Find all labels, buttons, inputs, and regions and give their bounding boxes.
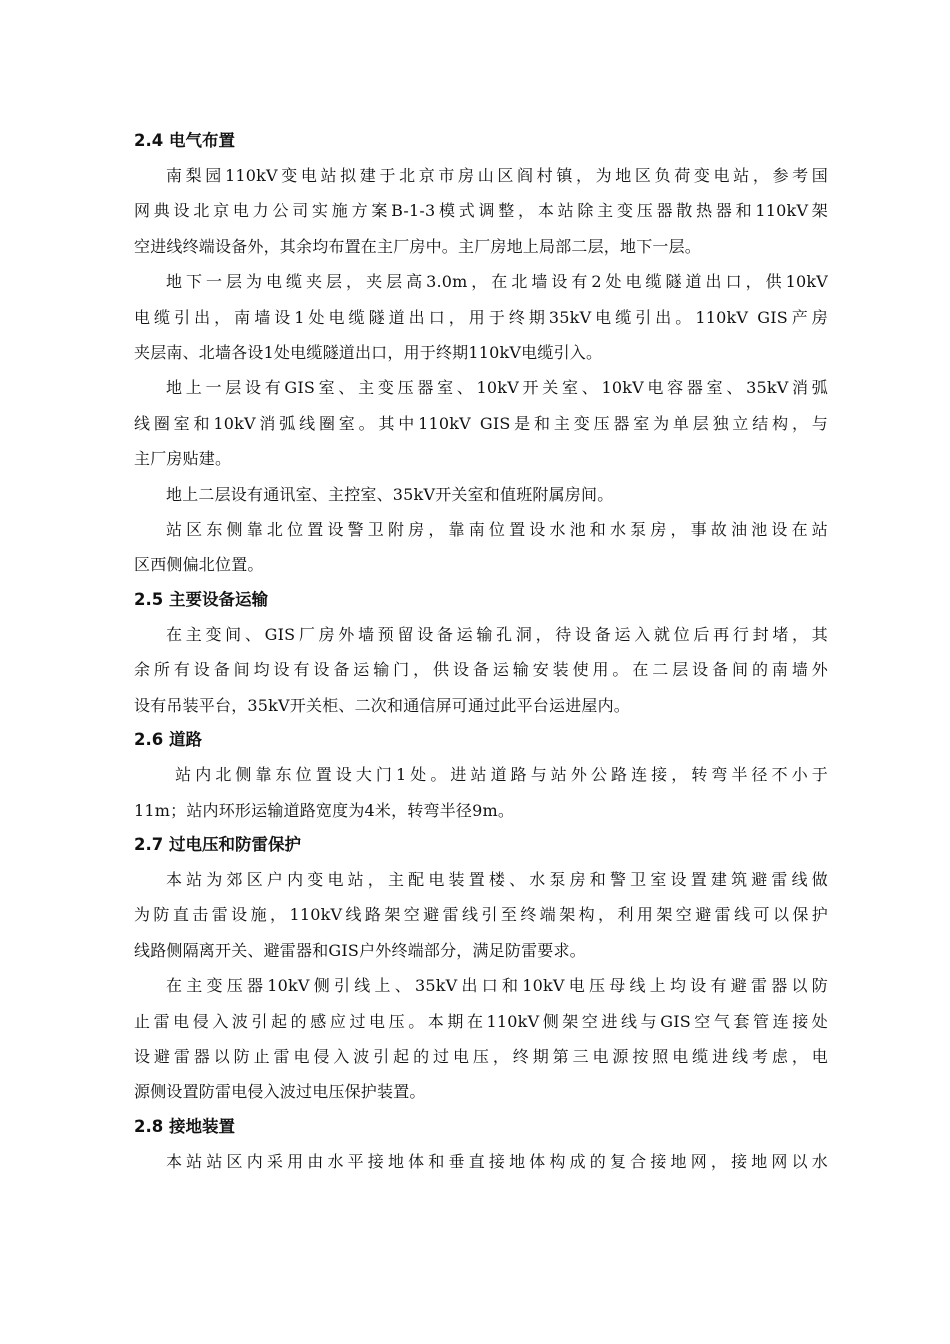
- paragraph: [134, 370, 828, 476]
- section-heading: 2.6 道路: [134, 730, 202, 750]
- paragraph-line: 站区东侧靠北位置设警卫附房，靠南位置设水池和水泵房，事故油池设在站: [166, 520, 828, 540]
- paragraph: [134, 512, 828, 583]
- paragraph-line: 地下一层为电缆夹层，夹层高3.0m，在北墙设有2处电缆隧道出口，供10kV: [166, 272, 828, 292]
- section-2-5: [134, 583, 828, 723]
- section-2-8: [134, 1110, 828, 1179]
- paragraph-line: 源侧设置防雷电侵入波过电压保护装置。: [134, 1082, 426, 1102]
- paragraph-line: 本站为郊区户内变电站，主配电装置楼、水泵房和警卫室设置建筑避雷线做: [166, 869, 828, 889]
- paragraph: [134, 968, 828, 1110]
- paragraph-line: 设有吊装平台，35kV开关柜、二次和通信屏可通过此平台运进屋内。: [134, 695, 631, 715]
- section-heading: 2.5 主要设备运输: [134, 589, 268, 609]
- paragraph-line: 地上一层设有GIS室、主变压器室、10kV开关室、10kV电容器室、35kV消弧: [166, 378, 828, 398]
- paragraph-line: 余所有设备间均设有设备运输门，供设备运输安装使用。在二层设备间的南墙外: [134, 660, 828, 680]
- paragraph-line: 线圈室和10kV消弧线圈室。其中110kV GIS是和主变压器室为单层独立结构，与: [134, 413, 828, 433]
- paragraph: [134, 862, 828, 968]
- paragraph-line: 11m；站内环形运输道路宽度为4米，转弯半径9m。: [134, 800, 515, 820]
- section-heading: 2.7 过电压和防雷保护: [134, 834, 301, 854]
- paragraph-line: 为防直击雷设施，110kV线路架空避雷线引至终端架构，利用架空避雷线可以保护: [134, 905, 828, 925]
- paragraph-line: 地上二层设有通讯室、主控室、35kV开关室和值班附属房间。: [166, 484, 614, 504]
- paragraph-line: 设避雷器以防止雷电侵入波引起的过电压，终期第三电源按照电缆进线考虑，电: [134, 1046, 828, 1066]
- section-2-6: [134, 723, 828, 828]
- section-heading: 2.4 电气布置: [134, 131, 235, 150]
- paragraph-line: 止雷电侵入波引起的感应过电压。本期在110kV侧架空进线与GIS空气套管连接处: [134, 1011, 828, 1031]
- paragraph-line: 网典设北京电力公司实施方案B-1-3模式调整，本站除主变压器散热器和110kV架: [134, 201, 828, 221]
- document-page: [134, 124, 828, 1179]
- section-2-7: [134, 828, 828, 1110]
- paragraph-line: 区西侧偏北位置。: [134, 555, 264, 575]
- paragraph: [134, 158, 828, 264]
- paragraph-line: 夹层南、北墙各设1处电缆隧道出口，用于终期110kV电缆引入。: [134, 343, 603, 363]
- paragraph-line: 在主变压器10kV侧引线上、35kV出口和10kV电压母线上均设有避雷器以防: [166, 976, 828, 996]
- paragraph: [134, 264, 828, 370]
- paragraph-line: 主厂房贴建。: [134, 449, 232, 469]
- paragraph-line: 南梨园110kV变电站拟建于北京市房山区阎村镇，为地区负荷变电站，参考国: [166, 166, 828, 185]
- section-2-4: [134, 124, 828, 583]
- paragraph: [134, 757, 828, 828]
- paragraph-line: 线路侧隔离开关、避雷器和GIS户外终端部分，满足防雷要求。: [134, 940, 586, 960]
- paragraph-line: 空进线终端设备外，其余均布置在主厂房中。主厂房地上局部二层，地下一层。: [134, 236, 702, 256]
- paragraph: [134, 477, 828, 512]
- paragraph-line: 站内北侧靠东位置设大门1处。进站道路与站外公路连接，转弯半径不小于: [166, 765, 828, 785]
- section-heading: 2.8 接地装置: [134, 1116, 235, 1136]
- paragraph-line: 电缆引出，南墙设1处电缆隧道出口，用于终期35kV电缆引出。110kV GIS产房: [134, 307, 828, 327]
- paragraph-line: 本站站区内采用由水平接地体和垂直接地体构成的复合接地网，接地网以水: [166, 1151, 828, 1171]
- paragraph: [134, 617, 828, 723]
- paragraph: [134, 1144, 828, 1179]
- paragraph-line: 在主变间、GIS厂房外墙预留设备运输孔洞，待设备运入就位后再行封堵，其: [166, 624, 828, 644]
